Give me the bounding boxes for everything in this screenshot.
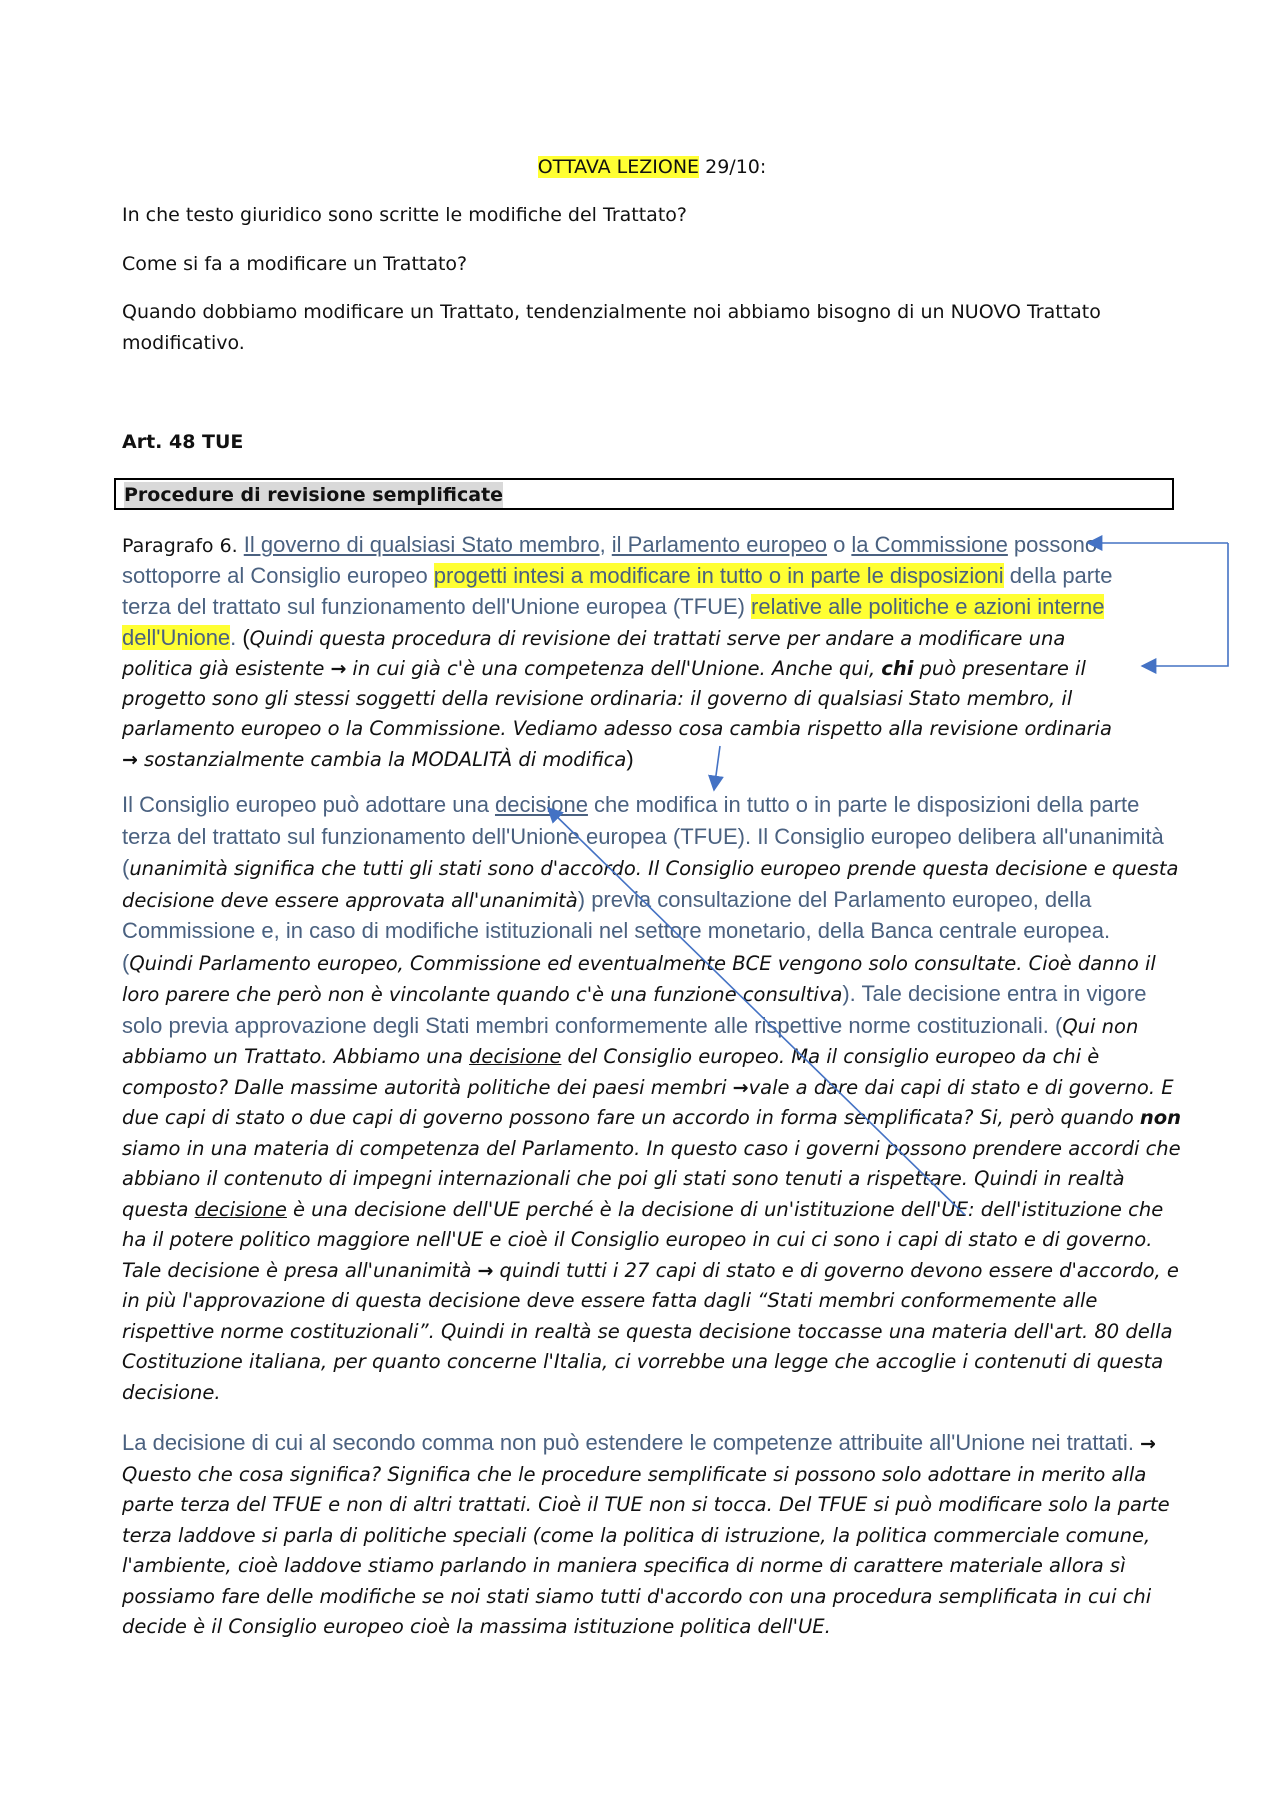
conjunction: o [833, 532, 846, 557]
decision-note-8: quindi tutti i 27 capi di stato e di governo devono essere d'accordo, e in più l'approvazione di questa decisione deve essere fatta dagli “Stati membri conformemente alle rispettive norme costituzionali”. Quindi in realtà se questa decisione toccasse una materia dell'art. 80 della Costituzione italiana, per quanto concerne l'Italia, ci vorrebbe una legge che accoglie i contenuti di questa decisione. [122, 1258, 1179, 1404]
dot: . [230, 625, 237, 650]
bracket-arrow [1142, 543, 1228, 666]
paren-close: ) [626, 746, 634, 771]
question-3: Quando dobbiamo modificare un Trattato, tendenzialmente noi abbiamo bisogno di un NUOVO Trattato modificativo. [122, 301, 1101, 354]
subject-parliament: il Parlamento europeo [611, 532, 828, 557]
note-bold: chi [881, 657, 914, 680]
decision-note-1: unanimità significa che tutti gli stati sono d'accordo. Il Consiglio europeo prende questa decisione e questa decisione deve essere approvata all'unanimità [122, 857, 1179, 912]
note-2: in cui già c'è una competenza dell'Unione. Anche qui, [352, 657, 876, 680]
paragraph-label: Paragrafo 6. [122, 535, 238, 557]
highlight-1: progetti intesi a modificare in tutto o in parte le disposizioni [433, 563, 1004, 588]
paragraph-6 [122, 530, 1132, 775]
decision-note-3: Qui non abbiamo un Trattato. Abbiamo una [122, 1014, 1139, 1068]
paragraph-decision [122, 790, 1182, 1408]
decision-note-2: Quindi Parlamento europeo, Commissione ed eventualmente BCE vengono solo consultate. Cioè danno il loro parere che però non è vincolante quando c'è una funzione consultiva [122, 951, 1156, 1006]
question-1: In che testo giuridico sono scritte le modifiche del Trattato? [122, 204, 687, 226]
right-arrow-icon: → [330, 658, 347, 680]
decision-text-1: Il Consiglio europeo può adottare una [122, 792, 489, 817]
section-box [114, 478, 1174, 510]
last-text: La decisione di cui al secondo comma non può estendere le competenze attribuite all'Unione nei trattati. [122, 1430, 1134, 1455]
right-arrow-icon: → [1139, 1433, 1156, 1455]
lesson-date: 29/10: [705, 156, 767, 178]
comma: , [599, 532, 606, 557]
note-3: può presentare il progetto sono gli stessi soggetti della revisione ordinaria: il governo di qualsiasi Stato membro, il parlamento europeo o la Commissione. Vediamo adesso cosa cambia rispetto alla revisione ordinaria [122, 657, 1112, 740]
paren-open: ( [242, 625, 250, 650]
decision-word-2: decisione [469, 1045, 562, 1068]
note-4: sostanzialmente cambia la MODALITÀ di modifica [143, 748, 627, 771]
lesson-label: OTTAVA LEZIONE [537, 156, 700, 178]
right-arrow-icon: → [122, 749, 138, 771]
subject-government: Il governo di qualsiasi Stato membro [243, 532, 600, 557]
article-title: Art. 48 TUE [122, 431, 244, 453]
paragraph-last [122, 1428, 1182, 1643]
decision-note-bold: non [1139, 1106, 1182, 1129]
decision-word-3: decisione [194, 1197, 287, 1221]
decision-note-7: è una decisione dell'UE perché è la decisione di un'istituzione dell'UE: dell'istituzione che ha il potere politico maggiore nell'UE e cioè il Consiglio europeo in cui ci sono i capi di stato e di governo. Tale decisione è presa all'unanimità [122, 1197, 1164, 1282]
decision-note-6: siamo in una materia di competenza del Parlamento. In questo caso i governi possono prendere accordi che abbiano il contenuto di impegni internazionali che poi gli stati sono tenuti a rispettare. Quindi in realtà questa [122, 1136, 1181, 1221]
par6-text-1: possono sottoporre al Consiglio europeo [122, 532, 1098, 588]
right-arrow-icon: → [477, 1259, 494, 1282]
decision-text-4: ). Tale decisione entra in vigore solo previa approvazione degli Stati membri conformemente alle rispettive norme costituzionali. ( [122, 981, 1147, 1038]
highlight-2: relative alle politiche e azioni interne dell'Unione [122, 594, 1105, 650]
section-box-title: Procedure di revisione semplificate [124, 484, 504, 506]
last-note: Questo che cosa significa? Significa che le procedure semplificate si possono solo adottare in merito alla parte terza del TFUE e non di altri trattati. Cioè il TUE non si tocca. Del TFUE si può modificare solo la parte terza laddove si parla di politiche speciali (come la politica di istruzione, la politica commerciale comune, l'ambiente, cioè laddove stiamo parlando in maniera specifica di norme di carattere materiale allora sì possiamo fare delle modifiche se noi stati siamo tutti d'accordo con una procedura semplificata in cui chi decide è il Consiglio europeo cioè la massima istituzione politica dell'UE. [122, 1462, 1170, 1638]
decision-word: decisione [494, 792, 588, 817]
decision-note-5: vale a dare dai capi di stato e di governo. E due capi di stato o due capi di governo possono fare un accordo in forma semplificata? Si, però quando [122, 1075, 1174, 1129]
note-1: Quindi questa procedura di revisione dei trattati serve per andare a modificare una politica già esistente [122, 627, 1066, 680]
lesson-title [122, 152, 1182, 183]
subject-commission: la Commissione [851, 532, 1008, 557]
right-arrow-icon: → [732, 1076, 749, 1099]
par6-text-2: della parte terza del trattato sul funzionamento dell'Unione europea (TFUE) [122, 563, 1113, 619]
decision-text-2: che modifica in tutto o in parte le disposizioni della parte terza del trattato sul funzionamento dell'Unione europea (TFUE). Il Consiglio europeo delibera all'unanimità ( [122, 792, 1164, 880]
decision-text-3: ) previa consultazione del Parlamento europeo, della Commissione e, in caso di modifiche istituzionali nel settore monetario, della Banca centrale europea. ( [122, 886, 1111, 975]
question-2: Come si fa a modificare un Trattato? [122, 253, 468, 275]
decision-note-4: del Consiglio europeo. Ma il consiglio europeo da chi è composto? Dalle massime autorità politiche dei paesi membri [122, 1045, 1100, 1099]
